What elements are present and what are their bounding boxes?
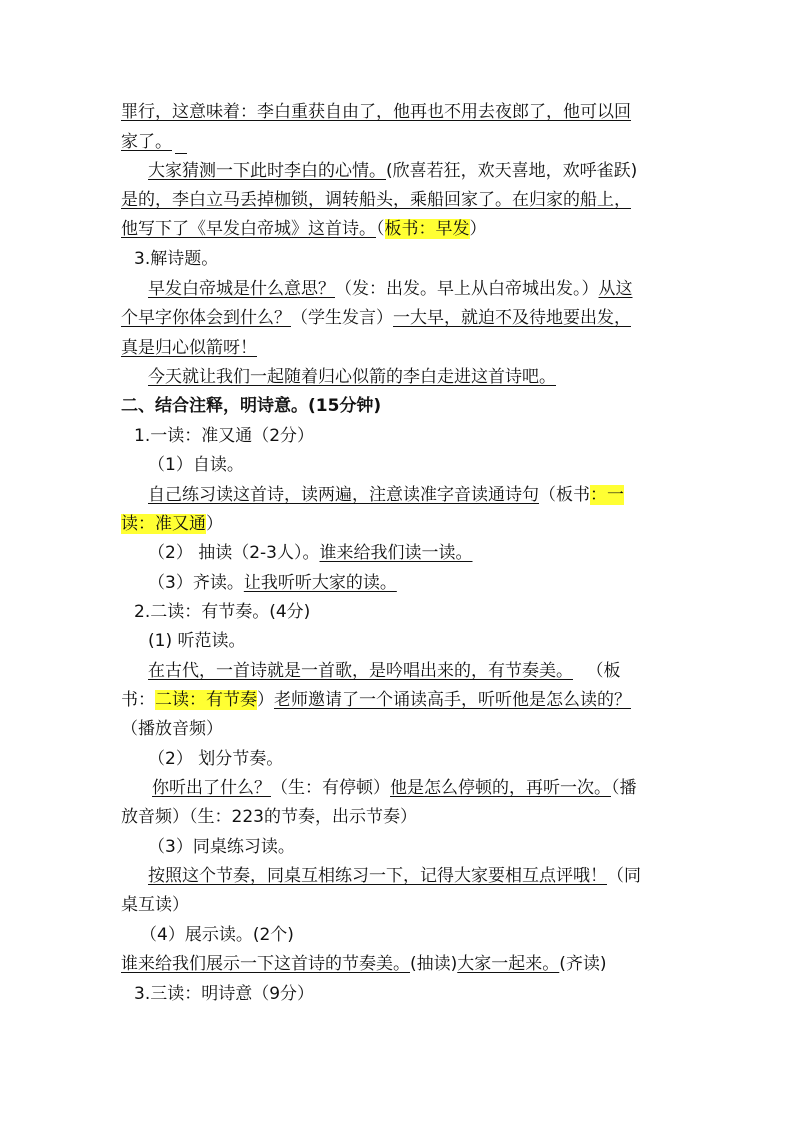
- subsection-heading: 3.三读：明诗意（9分）: [134, 984, 315, 1004]
- text-line: 是的，李白立马丢掉枷锁，调转船头，乘船回家了。在归家的船上，: [121, 190, 631, 210]
- step-label: （1）自读。: [148, 455, 244, 475]
- section-heading: 3.解诗题。: [134, 249, 219, 269]
- text-line: （2） 抽读（2-3人）。谁来给我们读一读。: [148, 543, 473, 563]
- text-line: 读：准又通）: [121, 514, 223, 534]
- text-line: 今天就让我们一起随着归心似箭的李白走进这首诗吧。: [148, 367, 556, 387]
- text-line: （3）齐读。让我听听大家的读。: [148, 573, 397, 593]
- text-line: 自己练习读这首诗，读两遍，注意读准字音读通诗句（板书：一: [148, 485, 624, 505]
- step-label: （3）同桌练习读。: [148, 837, 295, 857]
- text-line: 早发白帝城是什么意思？（发：出发。早上从白帝城出发。）从这: [148, 279, 633, 299]
- text-line: 家了。: [121, 132, 172, 152]
- subsection-heading: 2.二读：有节奏。(4分): [134, 602, 311, 622]
- text-line: 真是归心似箭呀！: [121, 338, 257, 358]
- text-line: 大家猜测一下此时李白的心情。(欣喜若狂，欢天喜地，欢呼雀跃): [148, 161, 638, 181]
- board-note-highlight: 板书：早发: [384, 219, 470, 239]
- text-line: 放音频）（生：223的节奏，出示节奏）: [121, 807, 417, 827]
- text-line: 按照这个节奏，同桌互相练习一下，记得大家要相互点评哦！（同: [148, 866, 641, 886]
- section-heading: 二、结合注释，明诗意。(15分钟): [121, 396, 382, 416]
- step-label: (1) 听范读。: [148, 631, 246, 651]
- text-line: 在古代，一首诗就是一首歌，是吟唱出来的，有节奏美。 （板: [148, 661, 621, 681]
- text-line: 你听出了什么？（生：有停顿）他是怎么停顿的，再听一次。（播: [152, 778, 637, 798]
- board-note-highlight: 读：准又通: [121, 514, 206, 534]
- text-line: 个早字你体会到什么？（学生发言）一大早，就迫不及待地要出发，: [121, 308, 631, 328]
- text-line: 罪行，这意味着：李白重获自由了，他再也不用去夜郎了，他可以回: [121, 102, 631, 122]
- text-line: 桌互读）: [121, 895, 189, 915]
- text-line: 书：二读：有节奏）老师邀请了一个诵读高手，听听他是怎么读的？: [121, 690, 631, 710]
- step-label: （2） 划分节奏。: [148, 749, 284, 769]
- subsection-heading: 1.一读：准又通（2分）: [134, 426, 315, 446]
- step-label: （4）展示读。(2个): [140, 925, 294, 945]
- text-line: 谁来给我们展示一下这首诗的节奏美。(抽读)大家一起来。(齐读): [121, 954, 607, 974]
- text-line: （播放音频）: [121, 719, 223, 739]
- board-note-highlight: 二读：有节奏: [155, 690, 257, 710]
- text-line: 他写下了《早发白帝城》这首诗。（板书：早发）: [121, 219, 487, 239]
- board-note-highlight: ：一: [590, 485, 624, 505]
- underline-rule: [175, 153, 187, 154]
